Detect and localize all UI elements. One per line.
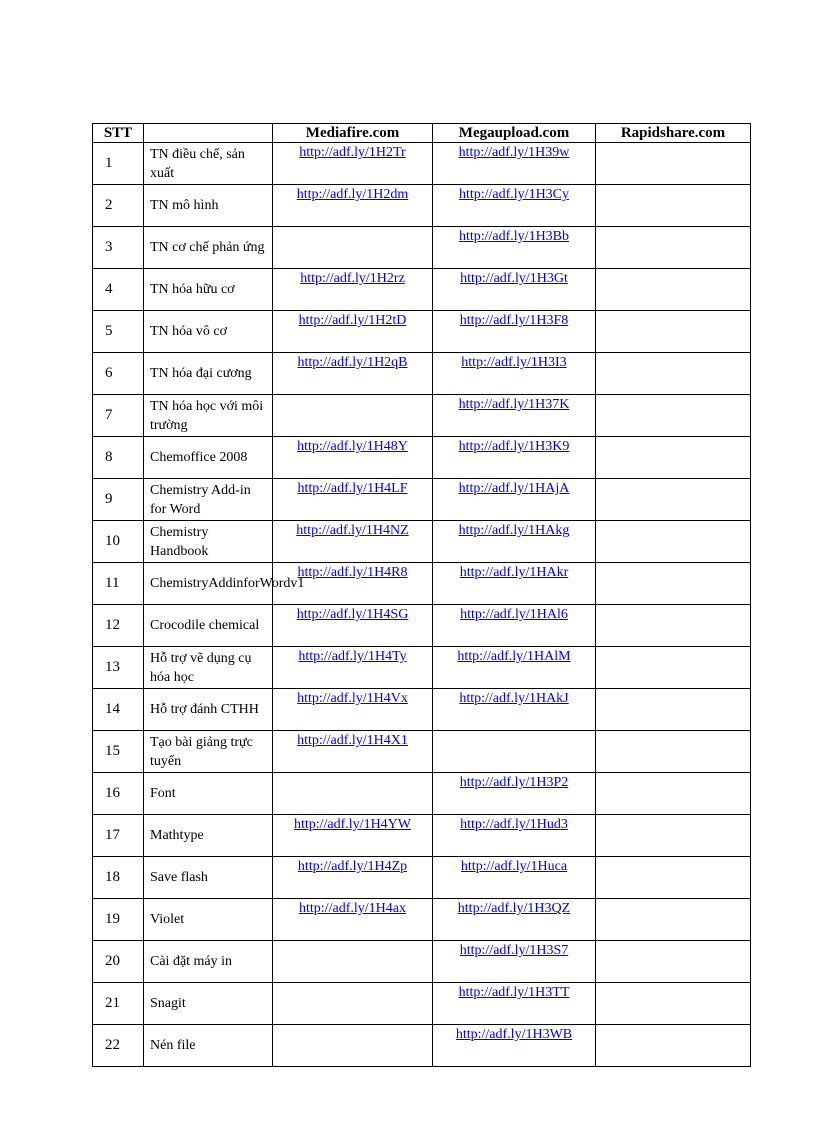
item-name: Chemistry Add-in for Word bbox=[144, 479, 273, 521]
mediafire-link[interactable]: http://adf.ly/1H4R8 bbox=[297, 565, 408, 580]
mediafire-cell bbox=[273, 269, 433, 311]
mediafire-link[interactable]: http://adf.ly/1H4Vx bbox=[297, 691, 408, 706]
rapidshare-cell bbox=[596, 941, 751, 983]
item-name: ChemistryAddinforWordv1 bbox=[144, 563, 273, 605]
rapidshare-cell bbox=[596, 689, 751, 731]
row-number: 15 bbox=[93, 731, 144, 773]
table-row bbox=[93, 395, 751, 437]
rapidshare-cell bbox=[596, 647, 751, 689]
rapidshare-cell bbox=[596, 395, 751, 437]
megaupload-link[interactable]: http://adf.ly/1H3K9 bbox=[458, 439, 570, 454]
megaupload-cell bbox=[433, 689, 596, 731]
megaupload-cell bbox=[433, 185, 596, 227]
row-number: 12 bbox=[93, 605, 144, 647]
megaupload-link[interactable]: http://adf.ly/1H3S7 bbox=[459, 943, 569, 958]
item-name: TN cơ chế phản ứng bbox=[144, 227, 273, 269]
table-row bbox=[93, 479, 751, 521]
item-name: Font bbox=[144, 773, 273, 815]
item-name: Cài đặt máy in bbox=[144, 941, 273, 983]
mediafire-cell bbox=[273, 689, 433, 731]
row-number: 11 bbox=[93, 563, 144, 605]
row-number: 4 bbox=[93, 269, 144, 311]
rapidshare-cell bbox=[596, 143, 751, 185]
megaupload-link[interactable]: http://adf.ly/1H3WB bbox=[455, 1027, 573, 1042]
mediafire-link[interactable]: http://adf.ly/1H4SG bbox=[296, 607, 409, 622]
mediafire-cell bbox=[273, 479, 433, 521]
megaupload-link[interactable]: http://adf.ly/1H3Gt bbox=[460, 271, 568, 286]
mediafire-cell bbox=[273, 899, 433, 941]
table-row bbox=[93, 521, 751, 563]
row-number: 9 bbox=[93, 479, 144, 521]
mediafire-cell bbox=[273, 521, 433, 563]
mediafire-cell bbox=[273, 731, 433, 773]
rapidshare-cell bbox=[596, 269, 751, 311]
mediafire-link[interactable]: http://adf.ly/1H4Ty bbox=[298, 649, 407, 664]
mediafire-cell bbox=[273, 353, 433, 395]
megaupload-link[interactable]: http://adf.ly/1HAkJ bbox=[459, 691, 569, 706]
download-links-table bbox=[92, 123, 751, 1067]
row-number: 14 bbox=[93, 689, 144, 731]
mediafire-cell bbox=[273, 857, 433, 899]
mediafire-cell bbox=[273, 983, 433, 1025]
row-number: 13 bbox=[93, 647, 144, 689]
table-row bbox=[93, 815, 751, 857]
row-number: 20 bbox=[93, 941, 144, 983]
table-body bbox=[93, 143, 751, 1067]
megaupload-cell bbox=[433, 521, 596, 563]
megaupload-link[interactable]: http://adf.ly/1H39w bbox=[458, 145, 570, 160]
megaupload-link[interactable]: http://adf.ly/1HAjA bbox=[458, 481, 570, 496]
mediafire-cell bbox=[273, 605, 433, 647]
megaupload-cell bbox=[433, 311, 596, 353]
item-name: Hỗ trợ đánh CTHH bbox=[144, 689, 273, 731]
megaupload-link[interactable]: http://adf.ly/1HAlM bbox=[457, 649, 571, 664]
header-mediafire: Mediafire.com bbox=[273, 124, 433, 143]
table-row bbox=[93, 185, 751, 227]
mediafire-link[interactable]: http://adf.ly/1H4X1 bbox=[297, 733, 408, 748]
megaupload-cell bbox=[433, 731, 596, 773]
megaupload-cell bbox=[433, 563, 596, 605]
item-name: TN hóa học với môi trường bbox=[144, 395, 273, 437]
item-name: Crocodile chemical bbox=[144, 605, 273, 647]
item-name: Hỗ trợ vẽ dụng cụ hóa học bbox=[144, 647, 273, 689]
header-name bbox=[144, 124, 273, 143]
rapidshare-cell bbox=[596, 227, 751, 269]
table-row bbox=[93, 731, 751, 773]
mediafire-cell bbox=[273, 227, 433, 269]
item-name: TN điều chế, sản xuất bbox=[144, 143, 273, 185]
mediafire-link[interactable]: http://adf.ly/1H2tD bbox=[298, 313, 407, 328]
megaupload-link[interactable]: http://adf.ly/1HAkr bbox=[459, 565, 569, 580]
mediafire-link[interactable]: http://adf.ly/1H4NZ bbox=[296, 523, 409, 538]
row-number: 19 bbox=[93, 899, 144, 941]
table-row bbox=[93, 563, 751, 605]
header-stt: STT bbox=[93, 124, 144, 143]
mediafire-cell bbox=[273, 143, 433, 185]
rapidshare-cell bbox=[596, 731, 751, 773]
megaupload-cell bbox=[433, 353, 596, 395]
rapidshare-cell bbox=[596, 311, 751, 353]
row-number: 1 bbox=[93, 143, 144, 185]
table-row bbox=[93, 311, 751, 353]
megaupload-cell bbox=[433, 773, 596, 815]
item-name: Violet bbox=[144, 899, 273, 941]
item-name: TN mô hình bbox=[144, 185, 273, 227]
header-rapidshare: Rapidshare.com bbox=[596, 124, 751, 143]
mediafire-link[interactable]: http://adf.ly/1H2qB bbox=[297, 355, 408, 370]
megaupload-link[interactable]: http://adf.ly/1H3I3 bbox=[461, 355, 567, 370]
row-number: 8 bbox=[93, 437, 144, 479]
mediafire-link[interactable]: http://adf.ly/1H48Y bbox=[297, 439, 408, 454]
table-row bbox=[93, 605, 751, 647]
mediafire-cell bbox=[273, 311, 433, 353]
rapidshare-cell bbox=[596, 353, 751, 395]
row-number: 17 bbox=[93, 815, 144, 857]
table-row bbox=[93, 857, 751, 899]
mediafire-cell bbox=[273, 815, 433, 857]
megaupload-cell bbox=[433, 269, 596, 311]
row-number: 18 bbox=[93, 857, 144, 899]
mediafire-link[interactable]: http://adf.ly/1H4LF bbox=[297, 481, 408, 496]
megaupload-link[interactable]: http://adf.ly/1H3QZ bbox=[457, 901, 571, 916]
mediafire-link[interactable]: http://adf.ly/1H2rz bbox=[300, 271, 405, 286]
mediafire-cell bbox=[273, 773, 433, 815]
megaupload-cell bbox=[433, 227, 596, 269]
row-number: 22 bbox=[93, 1025, 144, 1067]
rapidshare-cell bbox=[596, 521, 751, 563]
megaupload-link[interactable]: http://adf.ly/1HAl6 bbox=[460, 607, 568, 622]
table-row bbox=[93, 437, 751, 479]
rapidshare-cell bbox=[596, 479, 751, 521]
table-row bbox=[93, 1025, 751, 1067]
mediafire-cell bbox=[273, 185, 433, 227]
item-name: Mathtype bbox=[144, 815, 273, 857]
table-row bbox=[93, 773, 751, 815]
mediafire-link[interactable]: http://adf.ly/1H4ax bbox=[299, 901, 406, 916]
megaupload-link[interactable]: http://adf.ly/1HAkg bbox=[458, 523, 570, 538]
rapidshare-cell bbox=[596, 1025, 751, 1067]
megaupload-cell bbox=[433, 143, 596, 185]
mediafire-cell bbox=[273, 437, 433, 479]
item-name: Chemoffice 2008 bbox=[144, 437, 273, 479]
megaupload-link[interactable]: http://adf.ly/1H37K bbox=[458, 397, 570, 412]
table-row bbox=[93, 941, 751, 983]
row-number: 10 bbox=[93, 521, 144, 563]
mediafire-cell bbox=[273, 647, 433, 689]
row-number: 21 bbox=[93, 983, 144, 1025]
mediafire-link[interactable]: http://adf.ly/1H2dm bbox=[296, 187, 409, 202]
table-header-row bbox=[93, 124, 751, 143]
row-number: 6 bbox=[93, 353, 144, 395]
megaupload-link[interactable]: http://adf.ly/1H3F8 bbox=[459, 313, 569, 328]
megaupload-link[interactable]: http://adf.ly/1H3Bb bbox=[458, 229, 570, 244]
megaupload-cell bbox=[433, 941, 596, 983]
header-megaupload: Megaupload.com bbox=[433, 124, 596, 143]
megaupload-link[interactable]: http://adf.ly/1H3Cy bbox=[458, 187, 570, 202]
megaupload-cell bbox=[433, 899, 596, 941]
item-name: Tạo bài giảng trực tuyến bbox=[144, 731, 273, 773]
mediafire-link[interactable]: http://adf.ly/1H4YW bbox=[293, 817, 412, 832]
megaupload-cell bbox=[433, 437, 596, 479]
megaupload-cell bbox=[433, 1025, 596, 1067]
megaupload-cell bbox=[433, 395, 596, 437]
rapidshare-cell bbox=[596, 857, 751, 899]
item-name: TN hóa hữu cơ bbox=[144, 269, 273, 311]
megaupload-cell bbox=[433, 479, 596, 521]
item-name: TN hóa vô cơ bbox=[144, 311, 273, 353]
rapidshare-cell bbox=[596, 815, 751, 857]
megaupload-cell bbox=[433, 605, 596, 647]
table-row bbox=[93, 689, 751, 731]
rapidshare-cell bbox=[596, 563, 751, 605]
megaupload-link[interactable]: http://adf.ly/1H3P2 bbox=[459, 775, 569, 790]
mediafire-link[interactable]: http://adf.ly/1H2Tr bbox=[299, 145, 406, 160]
row-number: 5 bbox=[93, 311, 144, 353]
table-row bbox=[93, 899, 751, 941]
item-name: Chemistry Handbook bbox=[144, 521, 273, 563]
rapidshare-cell bbox=[596, 437, 751, 479]
megaupload-cell bbox=[433, 647, 596, 689]
item-name: Save flash bbox=[144, 857, 273, 899]
rapidshare-cell bbox=[596, 899, 751, 941]
megaupload-link[interactable]: http://adf.ly/1H3TT bbox=[458, 985, 570, 1000]
row-number: 2 bbox=[93, 185, 144, 227]
item-name: Snagit bbox=[144, 983, 273, 1025]
megaupload-cell bbox=[433, 857, 596, 899]
table-row bbox=[93, 227, 751, 269]
mediafire-cell bbox=[273, 1025, 433, 1067]
mediafire-cell bbox=[273, 395, 433, 437]
mediafire-cell bbox=[273, 941, 433, 983]
item-name: Nén file bbox=[144, 1025, 273, 1067]
megaupload-cell bbox=[433, 983, 596, 1025]
megaupload-link[interactable]: http://adf.ly/1Huca bbox=[460, 859, 568, 874]
row-number: 16 bbox=[93, 773, 144, 815]
table-row bbox=[93, 353, 751, 395]
rapidshare-cell bbox=[596, 773, 751, 815]
row-number: 7 bbox=[93, 395, 144, 437]
megaupload-link[interactable]: http://adf.ly/1Hud3 bbox=[460, 817, 568, 832]
item-name: TN hóa đại cương bbox=[144, 353, 273, 395]
mediafire-link[interactable]: http://adf.ly/1H4Zp bbox=[297, 859, 408, 874]
table-row bbox=[93, 269, 751, 311]
rapidshare-cell bbox=[596, 605, 751, 647]
rapidshare-cell bbox=[596, 983, 751, 1025]
megaupload-cell bbox=[433, 815, 596, 857]
rapidshare-cell bbox=[596, 185, 751, 227]
row-number: 3 bbox=[93, 227, 144, 269]
table-row bbox=[93, 983, 751, 1025]
table-row bbox=[93, 143, 751, 185]
table-row bbox=[93, 647, 751, 689]
